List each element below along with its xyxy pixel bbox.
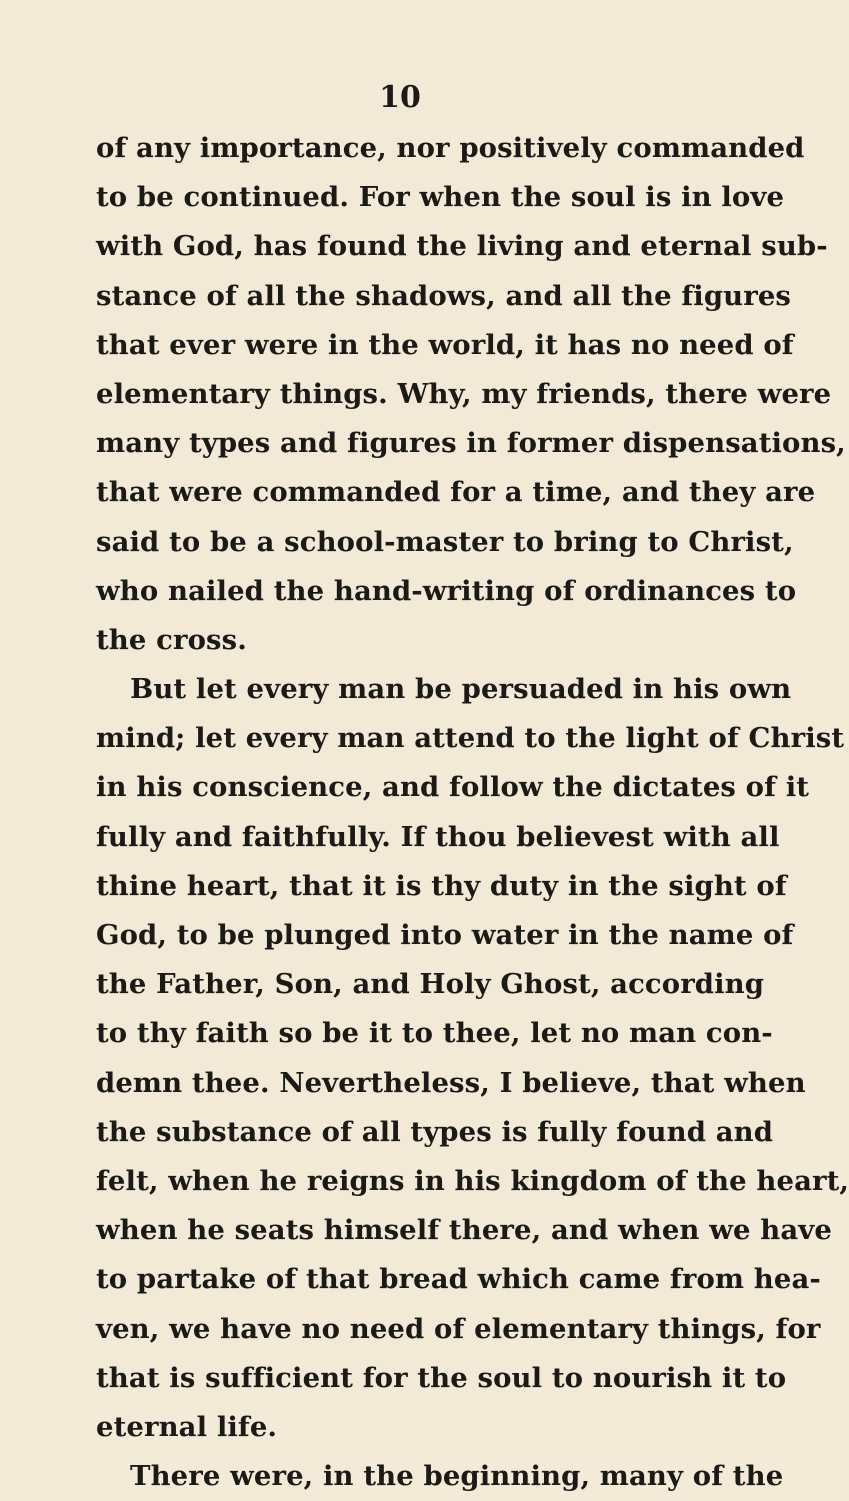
text-line: demn thee. Nevertheless, I believe, that when — [96, 1066, 806, 1099]
text-line: in his conscience, and follow the dictates of it — [96, 771, 810, 804]
text-line: that were commanded for a time, and they are — [96, 476, 816, 509]
text-line: that ever were in the world, it has no need of — [96, 328, 794, 361]
text-line: stance of all the shadows, and all the figures — [96, 279, 792, 312]
text-line: said to be a school-master to bring to Christ, — [96, 525, 794, 558]
text-line-paragraph-start: There were, in the beginning, many of the — [130, 1460, 784, 1493]
text-line: that is sufficient for the soul to nourish it to — [96, 1361, 787, 1394]
text-line: to be continued. For when the soul is in love — [96, 181, 785, 214]
text-line: thine heart, that it is thy duty in the sight of — [96, 869, 787, 902]
text-line: the Father, Son, and Holy Ghost, according — [96, 968, 765, 1001]
text-line: when he seats himself there, and when we have — [96, 1214, 832, 1247]
text-line: to partake of that bread which came from hea- — [96, 1263, 821, 1296]
text-line: many types and figures in former dispensations, — [96, 427, 846, 460]
text-line-paragraph-start: But let every man be persuaded in his own — [130, 673, 792, 706]
text-line: ven, we have no need of elementary things, for — [96, 1312, 821, 1345]
text-line: the substance of all types is fully found and — [96, 1115, 774, 1148]
text-line: of any importance, nor positively commanded — [96, 132, 805, 164]
text-line-paragraph-end: the cross. — [96, 623, 247, 656]
text-line: to thy faith so be it to thee, let no man con- — [96, 1017, 773, 1050]
body-text — [96, 124, 849, 1501]
page-number: 10 — [379, 80, 421, 115]
text-line: felt, when he reigns in his kingdom of the heart, — [96, 1164, 849, 1197]
text-line: who nailed the hand-writing of ordinances to — [96, 574, 797, 607]
text-line: fully and faithfully. If thou believest with all — [96, 820, 780, 853]
text-line-paragraph-end: eternal life. — [96, 1410, 278, 1443]
text-line: God, to be plunged into water in the name of — [96, 919, 794, 951]
text-line: elementary things. Why, my friends, there were — [96, 377, 832, 410]
text-line: mind; let every man attend to the light of Christ — [96, 722, 845, 755]
text-line: with God, has found the living and eternal sub- — [96, 230, 828, 263]
